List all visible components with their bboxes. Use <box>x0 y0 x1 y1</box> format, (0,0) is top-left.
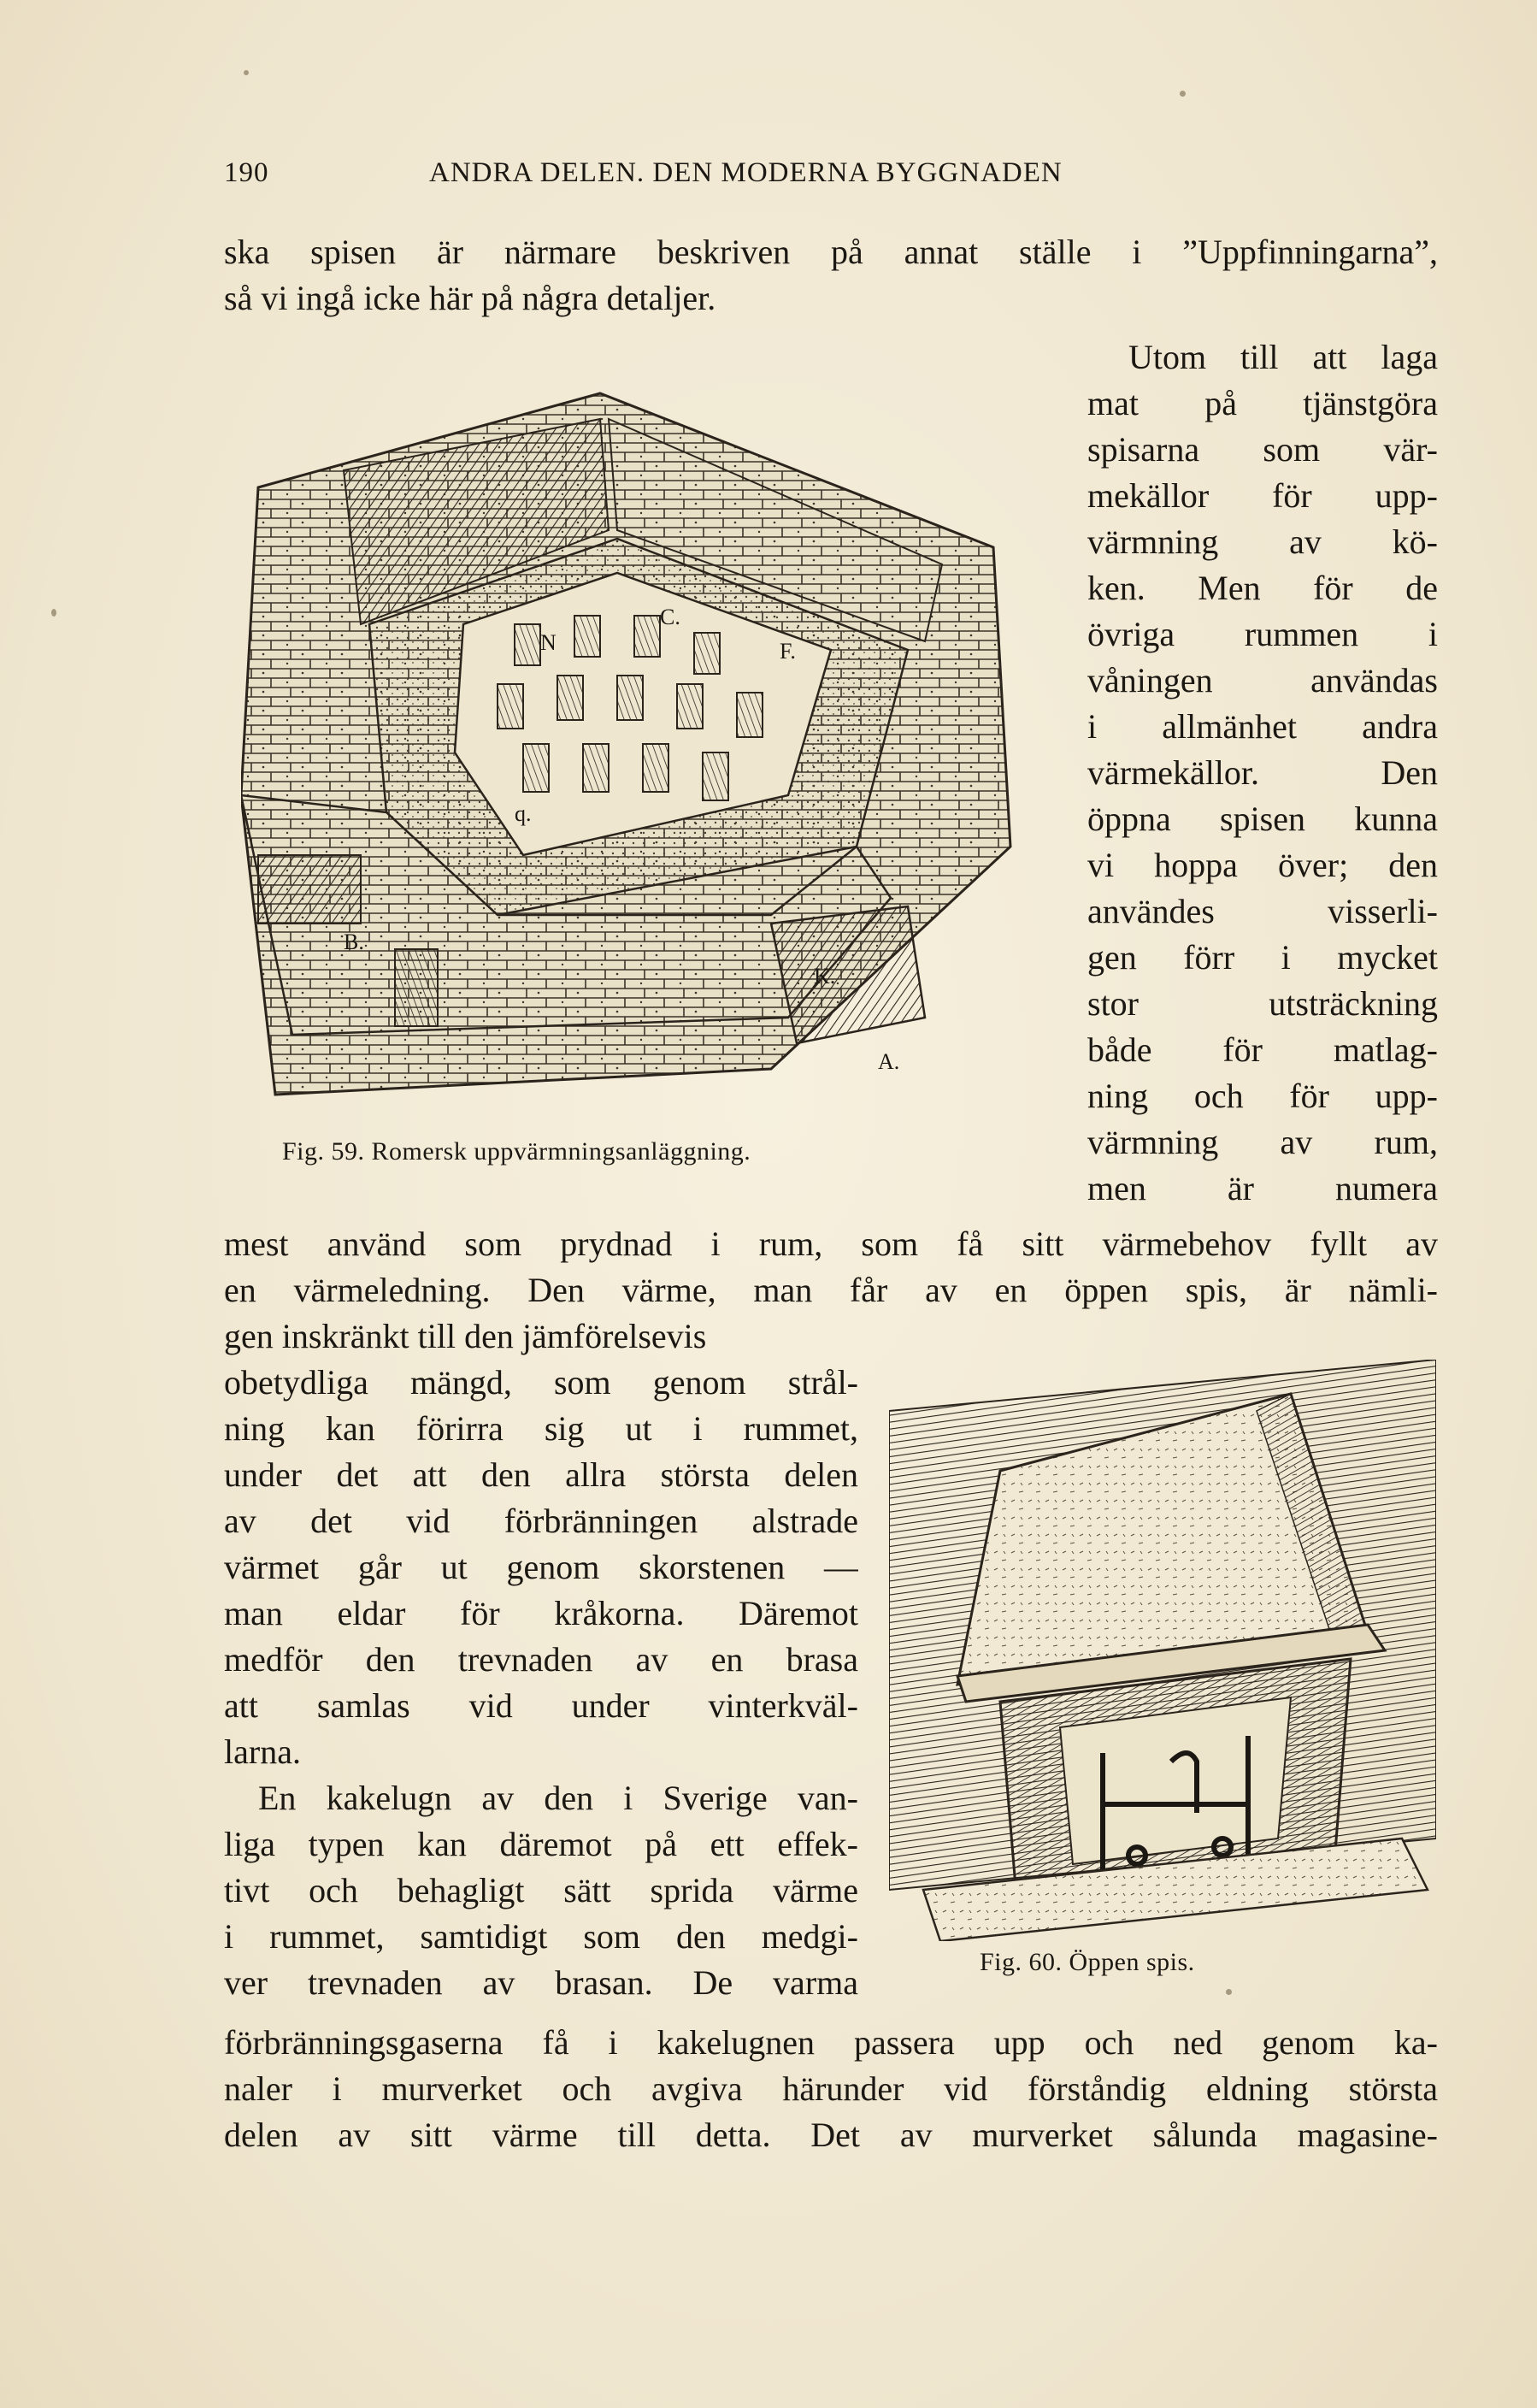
text-line: i allmänhet andra <box>1087 707 1438 746</box>
paper-speck <box>244 70 249 75</box>
text-line: naler i murverket och avgiva härunder vid förståndig eldning största <box>224 2069 1438 2108</box>
text-line: man eldar för kråkorna. Däremot <box>224 1594 858 1632</box>
text-line: ken. Men för de <box>1087 569 1438 607</box>
figure-59-caption: Fig. 59. Romersk uppvärmningsanläggning. <box>282 1137 751 1166</box>
text-line: så vi ingå icke här på några detaljer. <box>224 279 716 317</box>
text-line: både för matlag- <box>1087 1030 1438 1069</box>
text-line: värmning av rum, <box>1087 1123 1438 1161</box>
text-line: i rummet, samtidigt som den medgi- <box>224 1917 858 1956</box>
text-line: mat på tjänstgöra <box>1087 384 1438 422</box>
text-line: delen av sitt värme till detta. Det av murverket sålunda magasine- <box>224 2116 1438 2154</box>
text-line: tivt och behagligt sätt sprida värme <box>224 1871 858 1909</box>
text-line: Utom till att laga <box>1128 338 1438 376</box>
figure-label: C. <box>660 605 680 629</box>
text-line: gen inskränkt till den jämförelsevis <box>224 1317 707 1355</box>
running-title: ANDRA DELEN. DEN MODERNA BYGGNADEN <box>429 157 1063 188</box>
figure-label: F. <box>780 639 796 664</box>
text-line: En kakelugn av den i Sverige van- <box>258 1779 858 1817</box>
text-line: gen förr i mycket <box>1087 938 1438 977</box>
text-line: att samlas vid under vinterkväl- <box>224 1686 858 1725</box>
text-line: stor utsträckning <box>1087 984 1438 1023</box>
text-line: under det att den allra största delen <box>224 1455 858 1494</box>
text-line: mekällor för upp- <box>1087 476 1438 515</box>
paper-speck <box>51 609 56 617</box>
text-line: värmning av kö- <box>1087 522 1438 561</box>
figure-label: N <box>540 630 556 655</box>
figure-label: K. <box>814 964 836 989</box>
text-line: värmekällor. Den <box>1087 753 1438 792</box>
figure-label: q. <box>515 801 532 826</box>
text-line: förbränningsgaserna få i kakelugnen passera upp och ned genom ka- <box>224 2023 1438 2062</box>
text-line: våningen användas <box>1087 661 1438 699</box>
figure-open-fireplace-illustration <box>889 1360 1436 1941</box>
page-number: 190 <box>224 157 269 188</box>
text-line: övriga rummen i <box>1087 615 1438 653</box>
text-line: liga typen kan däremot på ett effek- <box>224 1825 858 1863</box>
text-line: ver trevnaden av brasan. De varma <box>224 1963 858 2002</box>
text-line: larna. <box>224 1732 301 1771</box>
text-line: ska spisen är närmare beskriven på annat ställe i ”Uppfinningarna”, <box>224 233 1438 271</box>
figure-60-caption: Fig. 60. Öppen spis. <box>980 1948 1195 1976</box>
text-line: spisarna som vär- <box>1087 430 1438 469</box>
paper-speck <box>1226 1989 1232 1995</box>
paper-speck <box>1180 91 1186 97</box>
running-header <box>224 157 1216 200</box>
text-line: ning kan förirra sig ut i rummet, <box>224 1409 858 1448</box>
figure-label: B. <box>344 930 364 954</box>
text-line: öppna spisen kunna <box>1087 800 1438 838</box>
figure-roman-heating-illustration <box>241 368 1036 1120</box>
text-line: mest använd som prydnad i rum, som få sitt värmebehov fyllt av <box>224 1225 1438 1263</box>
text-line: av det vid förbränningen alstrade <box>224 1502 858 1540</box>
text-line: ning och för upp- <box>1087 1077 1438 1115</box>
text-line: värmet går ut genom skorstenen — <box>224 1548 858 1586</box>
text-line: men är numera <box>1087 1169 1438 1207</box>
text-line: en värmeledning. Den värme, man får av en öppen spis, är nämli- <box>224 1271 1438 1309</box>
text-line: vi hoppa över; den <box>1087 846 1438 884</box>
text-line: användes visserli- <box>1087 892 1438 930</box>
text-line: obetydliga mängd, som genom strål- <box>224 1363 858 1402</box>
text-line: medför den trevnaden av en brasa <box>224 1640 858 1679</box>
figure-label: A. <box>878 1049 900 1074</box>
